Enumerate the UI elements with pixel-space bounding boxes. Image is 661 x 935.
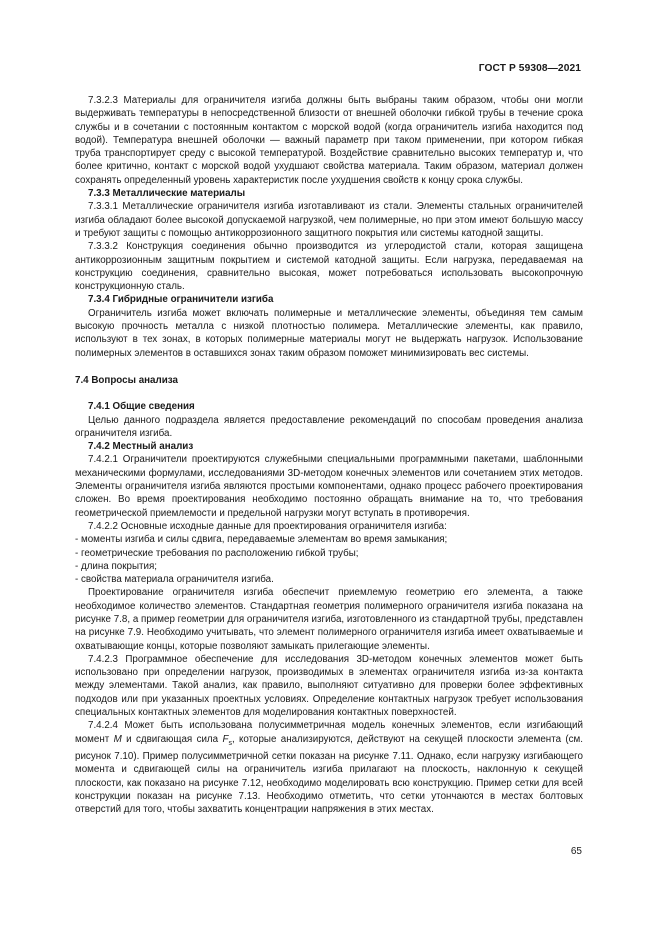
list-item-coverage-length: - длина покрытия; [75, 560, 157, 572]
document-code-header: ГОСТ Р 59308—2021 [478, 63, 581, 74]
paragraph-7-4-2-4-part-a: 7.4.2.4 Может быть использована полусимметричная модель конечных элементов, если изгибающий момент [75, 720, 583, 745]
heading-7-3-4: 7.3.4 Гибридные ограничители изгиба [88, 294, 274, 306]
paragraph-7-4-2-1: 7.4.2.1 Ограничители проектируются служебными специальными программными пакетами, шаблонными механическими формулами, исследованиями 3D-методом конечных элементов или сочетанием этих методов. Элементы ограничителя изгиба являются простыми компонентами, однако процесс рабочего проектирования сложен. Во время проектирования необходимо постоянно обращать внимание на то, что требования геометрической приемлемости и предельной нагрузки могут вступать в противоречия. [75, 454, 583, 519]
paragraph-7-4-2-4 [75, 719, 583, 816]
paragraph-7-3-4: Ограничитель изгиба может включать полимерные и металлические элементы, объединяя тем самым высокую прочность металла с низкой плотностью полимера. Металлические элементы, как правило, используют в тех зонах, в которых полимерные материалы могут не выдержать нагрузок. Использование полимерных элементов в оставшихся зонах таким образом поможет минимизировать вес системы. [75, 307, 583, 359]
page-number: 65 [570, 846, 582, 857]
paragraph-7-3-3-1: 7.3.3.1 Металлические ограничителя изгиба изготавливают из стали. Элементы стальных ограничителей изгиба обладают более высокой допускаемой нагрузкой, чем полимерные, но при этом имеют большую массу и требуют защиты с помощью антикоррозионного защитного покрытия или системы катодной защиты. [75, 201, 583, 239]
heading-7-4-1: 7.4.1 Общие сведения [88, 401, 195, 413]
paragraph-7-4-2-4-part-c: , которые анализируются, действуют на секущей плоскости элемента (см. рисунок 7.10). Пример полусимметричной сетки показан на рисунке 7.11. Однако, если нагрузку изгибающего момента и сдвигающей силы на ограничитель изгиба прилагают на плоскость, наклонную к секущей плоскости, как показано на рисунке 7.12, необходимо моделировать всю конструкцию. Пример сетки для всей конструкции показан на рисунке 7.13. Необходимо отметить, что сетки утончаются в местах болтовых отверстий для того, чтобы захватить концентрации напряжения в этих местах. [75, 733, 584, 816]
shear-force-subscript: s [228, 739, 232, 747]
heading-7-4: 7.4 Вопросы анализа [75, 374, 178, 386]
page-body [75, 94, 583, 816]
paragraph-7-3-3-2: 7.3.3.2 Конструкция соединения обычно производится из углеродистой стали, которая защищена антикоррозионным защитным покрытием и системой катодной защиты. Если нагрузка, передаваемая на конструкцию соединения, сравнительно высокая, может потребоваться использовать высокопрочную конструкционную сталь. [75, 241, 583, 293]
list-item-geometry: - геометрические требования по расположению гибкой трубы; [75, 547, 359, 559]
paragraph-7-4-2-3: 7.4.2.3 Программное обеспечение для исследования 3D-методом конечных элементов может быть использовано при определении нагрузок, производимых в элементах ограничителя изгиба из-за контакта между элементами. Такой анализ, как правило, выполняют ситуативно для проверки более эффективных подходов или при указанных проектных условиях. Определение контактных нагрузок требует использования специальных контактных элементов для моделирования контактных поверхностей. [75, 653, 583, 719]
shear-force-symbol: F [222, 733, 229, 745]
paragraph-7-3-2-3: 7.3.2.3 Материалы для ограничителя изгиба должны быть выбраны таким образом, чтобы они могли выдерживать температуры в непосредственной близости от внешней оболочки гибкой трубы в течение срока службы и в сочетании с постоянным контактом с морской водой (когда ограничитель изгиба находится под водой). Температура внешней оболочки — важный параметр при таком применении, при котором гибкая труба транспортирует среду с высокой температурой. Воздействие сравнительно высоких температур и, что более критично, контакт с морской водой ухудшают свойства материала. Таким образом, материал должен сохранять определенный уровень характеристик после ухудшения свойств к концу срока службы. [75, 95, 583, 186]
paragraph-7-4-2-4-part-b: и сдвигающая сила [121, 733, 223, 745]
heading-7-3-3: 7.3.3 Металлические материалы [88, 188, 246, 200]
moment-symbol: M [113, 733, 122, 745]
heading-7-4-2: 7.4.2 Местный анализ [88, 441, 194, 453]
list-item-material-properties: - свойства материала ограничителя изгиба. [75, 574, 274, 586]
paragraph-design: Проектирование ограничителя изгиба обеспечит приемлемую геометрию его элемента, а также необходимое количество элементов. Стандартная геометрия полимерного ограничителя изгиба показана на рисунке 7.8, а пример геометрии для ограничителя изгиба, изготовленного из стандартной трубы, представлен на рисунке 7.9. Необходимо учитывать, что элемент полимерного ограничителя изгиба имеет охватываемые и охватывающие концы, которые позволяют замыкать прилегающие элементы. [75, 587, 583, 652]
paragraph-7-4-2-2: 7.4.2.2 Основные исходные данные для проектирования ограничителя изгиба: [88, 520, 447, 532]
paragraph-7-4-1: Целью данного подраздела является предоставление рекомендаций по способам проведения анализа ограничителя изгиба. [75, 414, 583, 439]
list-item-moments: - моменты изгиба и силы сдвига, передаваемые элементам во время замыкания; [75, 534, 448, 546]
